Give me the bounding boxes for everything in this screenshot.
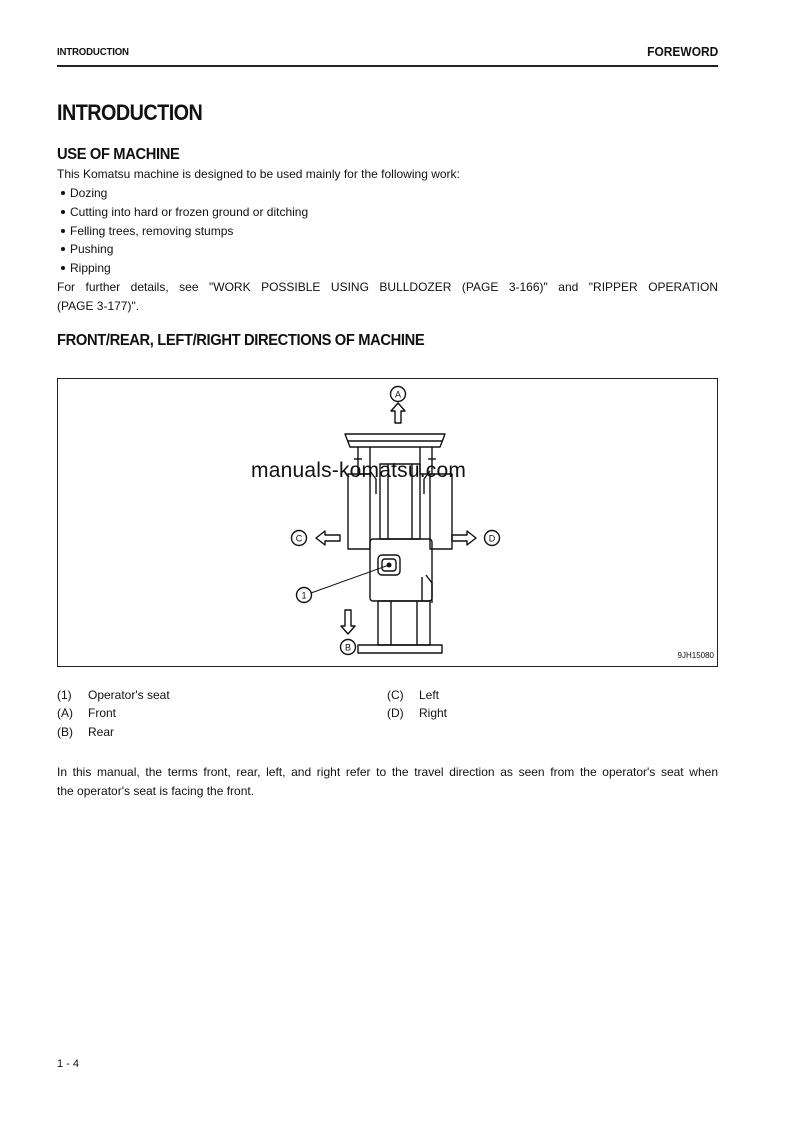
- directions-heading: FRONT/REAR, LEFT/RIGHT DIRECTIONS OF MACHINE: [57, 332, 425, 349]
- seat-point: [387, 563, 392, 568]
- directions-figure: [57, 378, 718, 667]
- left-arrow-icon: [316, 531, 340, 545]
- legend-label: Front: [88, 706, 117, 720]
- legend-key: (C): [387, 688, 404, 702]
- details-line-2: (PAGE 3-177)".: [57, 299, 140, 313]
- callout-1: 1: [301, 590, 307, 601]
- callout-a: A: [394, 389, 402, 400]
- list-item: [61, 224, 233, 238]
- legend-key: (B): [57, 725, 73, 739]
- legend-label: Operator's seat: [88, 688, 170, 702]
- callout-b: B: [344, 642, 352, 653]
- bullet-icon: [61, 266, 65, 270]
- list-item: [61, 205, 308, 219]
- page-number: 1 - 4: [57, 1058, 80, 1070]
- list-item: [61, 186, 107, 200]
- bullet-icon: [61, 229, 65, 233]
- callout-d: D: [488, 533, 496, 544]
- note-line-1: In this manual, the terms front, rear, left, and right refer to the travel direction as seen from the operator's seat when: [57, 765, 718, 779]
- front-arrow-icon: [391, 403, 405, 423]
- watermark: manuals-komatsu.com: [251, 459, 467, 482]
- legend-key: (A): [57, 706, 73, 720]
- list-item-text: Pushing: [70, 242, 114, 256]
- bulldozer-diagram: [58, 379, 719, 668]
- note-line-2: the operator's seat is facing the front.: [57, 784, 255, 798]
- bullet-icon: [61, 210, 65, 214]
- header-section: INTRODUCTION: [57, 46, 129, 58]
- legend-label: Left: [419, 688, 440, 702]
- use-intro: This Komatsu machine is designed to be used mainly for the following work:: [57, 167, 460, 181]
- legend-label: Right: [419, 706, 448, 720]
- details-line-1: For further details, see "WORK POSSIBLE USING BULLDOZER (PAGE 3-166)" and "RIPPER OPERATION: [57, 280, 718, 294]
- page-title: INTRODUCTION: [57, 100, 203, 125]
- list-item-text: Cutting into hard or frozen ground or ditching: [70, 205, 309, 219]
- ripper-frame: [378, 601, 430, 645]
- legend-label: Rear: [88, 725, 115, 739]
- list-item: [61, 242, 113, 256]
- rear-arrow-icon: [341, 610, 355, 634]
- list-item: [61, 261, 111, 275]
- bullet-icon: [61, 191, 65, 195]
- list-item-text: Dozing: [70, 186, 108, 200]
- seat-leader-line: [311, 565, 389, 593]
- bullet-icon: [61, 247, 65, 251]
- legend-key: (1): [57, 688, 72, 702]
- right-track: [430, 474, 452, 549]
- header-chapter: FOREWORD: [646, 44, 718, 59]
- use-of-machine-heading: USE OF MACHINE: [57, 146, 180, 163]
- right-arrow-icon: [452, 531, 476, 545]
- list-item-text: Ripping: [70, 261, 111, 275]
- legend-key: (D): [387, 706, 404, 720]
- list-item-text: Felling trees, removing stumps: [70, 224, 234, 238]
- callout-c: C: [295, 533, 303, 544]
- left-track: [348, 474, 370, 549]
- header-rule: [57, 65, 718, 67]
- figure-code: 9JH15080: [677, 651, 714, 660]
